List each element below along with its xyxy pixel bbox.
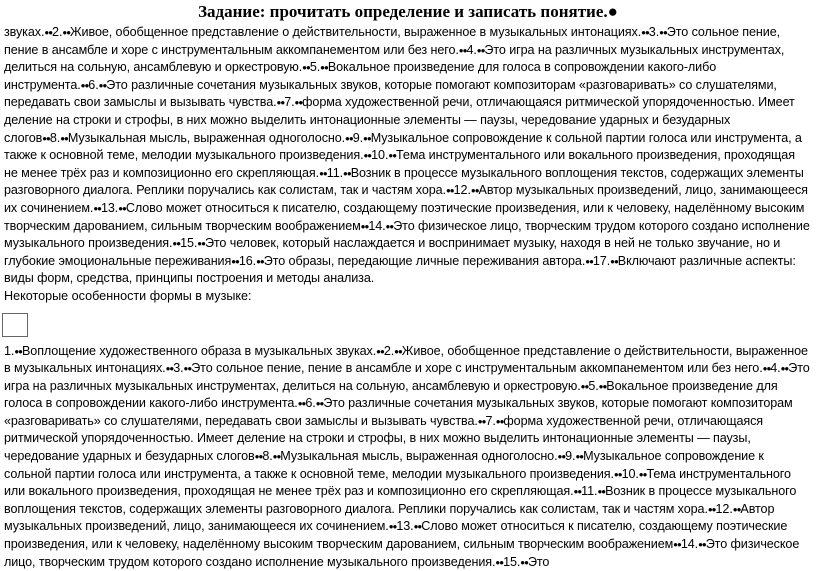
definitions-text-block-2 (4, 343, 812, 571)
text-fragment: Музыкальная мысль, выраженная одноголосно. (68, 131, 345, 145)
text-fragment: Это сольное пение, пение в ансамбле и хоре с инструментальным аккомпанементом или без него. (191, 361, 762, 375)
text-fragment: 16. (239, 254, 256, 268)
bullet-separator-icon: ●● (302, 63, 310, 72)
bullet-separator-icon: ●● (14, 347, 22, 356)
text-fragment: 11. (581, 484, 597, 498)
bullet-separator-icon: ●● (363, 151, 371, 160)
bullet-separator-icon: ●● (256, 257, 264, 266)
text-fragment: 2. (52, 25, 62, 39)
bullet-separator-icon: ●● (673, 540, 681, 549)
text-fragment: 17. (593, 254, 610, 268)
text-fragment: 14. (681, 537, 698, 551)
bullet-separator-icon: ●● (557, 452, 565, 461)
text-fragment: 8. (50, 131, 60, 145)
bullet-separator-icon: ●● (574, 487, 582, 496)
text-fragment: Это человек, который наслаждается и воспринимает музыку, находя в ней не только звучание, но и глубокие эмоциональные переживания (4, 236, 780, 268)
text-fragment: форма художественной речи, отличающаяся ритмической упорядоченностью. Имеет деление на строки и строфы, в них можно выделить интонационные элементы — паузы, чередование ударных и безударных слогов (4, 95, 795, 144)
text-fragment: Это сольное пение, пение в ансамбле и хоре с инструментальным аккомпанементом или без него. (4, 25, 780, 57)
definitions-text-block-1 (4, 24, 812, 288)
text-fragment: форма художественной речи, отличающаяся ритмической упорядоченностью. Имеет деление на строки и строфы, в них можно выделить интонационные элементы — паузы, чередование ударных и безударных слогов (4, 414, 763, 463)
bullet-separator-icon: ●● (389, 522, 397, 531)
text-fragment: 3. (649, 25, 659, 39)
text-fragment: Это различные сочетания музыкальных звуков, которые помогают композиторам «разговаривать» со слушателями, передавать свои замыслы и вызывать чувства. (4, 78, 777, 110)
text-fragment: 4. (770, 361, 780, 375)
text-fragment: 6. (88, 78, 98, 92)
bullet-separator-icon: ●● (388, 151, 396, 160)
bullet-separator-icon: ●● (363, 134, 371, 143)
bullet-separator-icon: ●● (42, 134, 50, 143)
text-fragment: Автор музыкальных произведений, лицо, занимающееся их сочинением. (4, 502, 774, 534)
bullet-separator-icon: ●● (496, 417, 504, 426)
text-fragment: Это игра на различных музыкальных инструментах, делиться на сольную, ансамблевую и оркестровую. (4, 361, 810, 393)
bullet-separator-icon: ●● (197, 239, 205, 248)
text-fragment: 15. (180, 236, 197, 250)
text-fragment: Вокальное произведение для голоса в сопровождении какого-либо инструмента. (4, 379, 778, 411)
bullet-separator-icon: ●● (295, 98, 303, 107)
bullet-separator-icon: ●● (60, 134, 68, 143)
bullet-separator-icon: ●● (376, 347, 384, 356)
bullet-separator-icon: ●● (93, 204, 101, 213)
text-fragment: 7. (485, 414, 495, 428)
text-fragment: 8. (262, 449, 272, 463)
text-fragment: Автор музыкальных произведений, лицо, занимающееся их сочинением. (4, 183, 808, 215)
text-fragment: 13. (101, 201, 118, 215)
bullet-separator-icon: ●● (320, 63, 328, 72)
text-fragment: 15. (503, 555, 520, 569)
text-fragment: Музыкальная мысль, выраженная одноголосно. (280, 449, 557, 463)
text-fragment: 12. (454, 183, 471, 197)
bullet-separator-icon: ●● (698, 540, 706, 549)
text-fragment: Воплощение художественного образа в музыкальных звуках. (22, 344, 376, 358)
bullet-separator-icon: ●● (184, 364, 192, 373)
text-fragment: 6. (305, 396, 315, 410)
text-fragment: Это различные сочетания музыкальных звуков, которые помогают композиторам «разговаривать» со слушателями, передавать свои замыслы и вызывать чувства. (4, 396, 793, 428)
bullet-separator-icon: ●● (386, 222, 394, 231)
text-fragment: 9. (353, 131, 363, 145)
bullet-separator-icon: ●● (478, 417, 486, 426)
text-fragment: Это (528, 555, 549, 569)
bullet-separator-icon: ●● (659, 28, 667, 37)
bullet-separator-icon: ●● (708, 505, 716, 514)
text-fragment: 5. (588, 379, 598, 393)
bullet-separator-icon: ●● (575, 452, 583, 461)
text-fragment: Слово может относиться к писателю, создающему поэтические произведения, или к человеку, наделённому высоким творческим дарованием, сильным творческим воображением (4, 201, 804, 233)
text-fragment: 11. (327, 166, 343, 180)
bullet-separator-icon: ●● (585, 257, 593, 266)
bullet-separator-icon: ●● (316, 399, 324, 408)
bullet-separator-icon: ●● (733, 505, 741, 514)
text-fragment: Это физическое лицо, творческим трудом которого создано исполнение музыкального произведения. (4, 219, 810, 251)
text-fragment: Слово может относиться к писателю, создающему поэтические произведения, или к человеку, наделённому высоким творческим дарованием, сильным творческим воображением (4, 519, 787, 551)
text-fragment: Это образы, передающие личные переживания автора. (264, 254, 585, 268)
text-fragment: 5. (310, 60, 320, 74)
bullet-separator-icon: ●● (641, 28, 649, 37)
form-features-line: Некоторые особенности формы в музыке: (4, 288, 812, 306)
bullet-separator-icon: ●● (166, 364, 174, 373)
text-fragment: Это физическое лицо, творческим трудом которого создано исполнение музыкального произведения. (4, 537, 799, 569)
text-fragment: 1. (4, 344, 14, 358)
text-fragment: Вокальное произведение для голоса в сопровождении какого-либо инструмента. (4, 60, 716, 92)
text-fragment: Музыкальное сопровождение к сольной партии голоса или инструмента, а также к основной теме, мелодии музыкального произведения. (4, 449, 764, 481)
text-fragment: Возник в процессе музыкального воплощения текстов, содержащих элементы разговорного диалога. Реплики поручались как солистам, так и частям хора. (4, 166, 804, 198)
text-fragment: Включают различные аспекты: виды форм, средства, принципы построения и методы анализа. (4, 254, 796, 286)
bullet-separator-icon: ●● (319, 169, 327, 178)
bullet-separator-icon: ●● (520, 558, 528, 567)
bullet-separator-icon: ●● (394, 347, 402, 356)
bullet-separator-icon: ●● (172, 239, 180, 248)
text-fragment: 2. (384, 344, 394, 358)
bullet-separator-icon: ●● (599, 382, 607, 391)
bullet-separator-icon: ●● (361, 222, 369, 231)
page-title: Задание: прочитать определение и записать понятие.● (0, 0, 816, 24)
text-fragment: Тема инструментального или вокального произведения, проходящая не менее трёх раз и композиционно его скрепляющая. (4, 148, 795, 180)
bullet-separator-icon: ●● (345, 134, 353, 143)
text-fragment: Возник в процессе музыкального воплощения текстов, содержащих элементы разговорного диалога. Реплики поручались как солистам, так и частям хора. (4, 484, 796, 516)
text-fragment: Живое, обобщенное представление о действительности, выраженное в музыкальных интонациях. (70, 25, 641, 39)
text-fragment: 7. (284, 95, 294, 109)
bullet-separator-icon: ●● (477, 46, 485, 55)
bullet-separator-icon: ●● (255, 452, 263, 461)
text-fragment: 3. (173, 361, 183, 375)
bullet-separator-icon: ●● (62, 28, 70, 37)
text-fragment: Тема инструментального или вокального произведения, проходящая не менее трёх раз и композиционно его скрепляющая. (4, 467, 791, 499)
bullet-separator-icon: ●● (343, 169, 351, 178)
bullet-separator-icon: ●● (99, 81, 107, 90)
bullet-separator-icon: ●● (273, 452, 281, 461)
bullet-separator-icon: ●● (471, 186, 479, 195)
bullet-separator-icon: ●● (118, 204, 126, 213)
bullet-separator-icon: ●● (781, 364, 789, 373)
text-fragment: 10. (371, 148, 388, 162)
text-fragment: 9. (565, 449, 575, 463)
text-fragment: Это игра на различных музыкальных инструментах, делиться на сольную, ансамблевую и оркестровую. (4, 43, 784, 75)
empty-answer-box (2, 313, 28, 337)
bullet-separator-icon: ●● (298, 399, 306, 408)
bullet-separator-icon: ●● (639, 470, 647, 479)
text-fragment: 10. (622, 467, 639, 481)
bullet-separator-icon: ●● (581, 382, 589, 391)
text-fragment: 4. (466, 43, 476, 57)
bullet-separator-icon: ●● (610, 257, 618, 266)
bullet-separator-icon: ●● (414, 522, 422, 531)
text-fragment: Живое, обобщенное представление о действительности, выраженное в музыкальных интонациях. (4, 344, 808, 376)
text-fragment: 14. (368, 219, 385, 233)
bullet-separator-icon: ●● (614, 470, 622, 479)
bullet-separator-icon: ●● (231, 257, 239, 266)
bullet-separator-icon: ●● (277, 98, 285, 107)
bullet-separator-icon: ●● (446, 186, 454, 195)
bullet-separator-icon: ●● (81, 81, 89, 90)
text-fragment: Музыкальное сопровождение к сольной партии голоса или инструмента, а также к основной теме, мелодии музыкального произведения. (4, 131, 802, 163)
text-fragment: 12. (716, 502, 733, 516)
text-fragment: 13. (396, 519, 413, 533)
bullet-separator-icon: ●● (495, 558, 503, 567)
bullet-separator-icon: ●● (763, 364, 771, 373)
bullet-separator-icon: ●● (44, 28, 52, 37)
bullet-separator-icon: ●● (459, 46, 467, 55)
bullet-separator-icon: ●● (597, 487, 605, 496)
text-fragment: звуках. (4, 25, 44, 39)
